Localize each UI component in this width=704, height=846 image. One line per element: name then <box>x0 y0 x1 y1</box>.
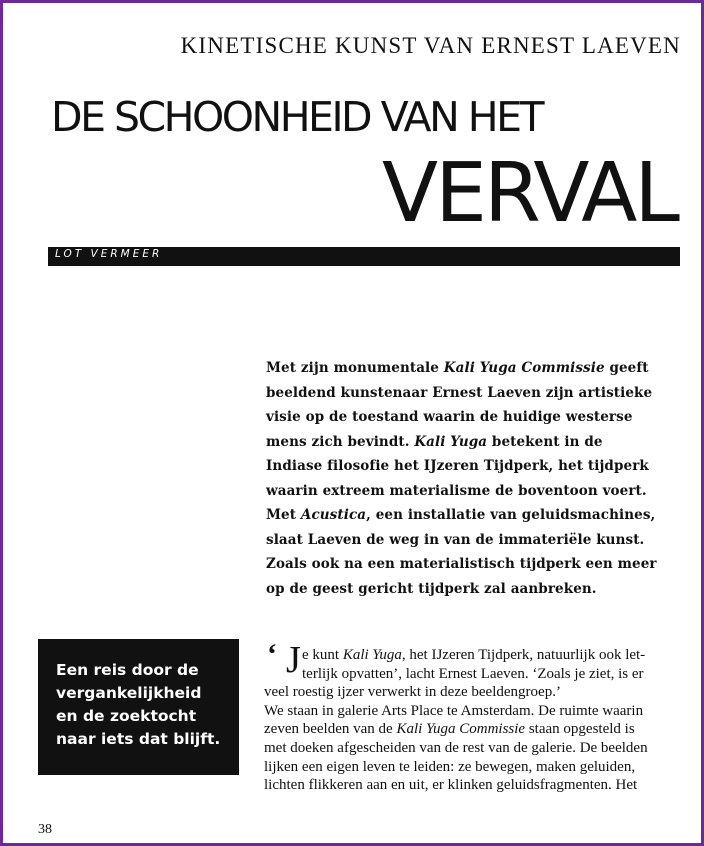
lede-line <box>266 430 686 455</box>
page-number: 38 <box>38 822 52 837</box>
text-run: lijken een eigen leven te leiden: ze bewegen, maken geluiden, <box>264 758 636 775</box>
lede-line <box>266 577 686 602</box>
text-run: Met <box>266 507 301 523</box>
italic-title: Kali Yuga <box>414 433 488 450</box>
text-run: , een installatie van geluidsmachines, <box>366 507 656 523</box>
body-line <box>264 758 687 777</box>
italic-title: Acustica <box>300 507 367 523</box>
drop-cap: J <box>286 639 301 681</box>
text-run: terlijk opvatten’, lacht Ernest Laeven. ‘Zoals je ziet, is er <box>302 665 644 682</box>
body-line <box>264 683 687 702</box>
pull-quote-line: naar iets dat blijft. <box>56 730 221 748</box>
opening-quote-mark: ‘ <box>267 638 277 671</box>
body-line <box>264 739 687 758</box>
body-line <box>264 776 687 795</box>
author-bar <box>48 247 680 266</box>
lede-line <box>266 356 686 381</box>
text-run: staan opgesteld is <box>525 721 635 738</box>
lede-line <box>266 552 686 577</box>
text-run: Met zijn monumentale <box>266 360 444 376</box>
body-line <box>264 665 687 684</box>
body-line <box>264 720 687 739</box>
pull-quote-line: vergankelijkheid <box>56 684 202 702</box>
text-run: visie op de toestand waarin de huidige westerse <box>266 409 633 425</box>
text-run: , het IJzeren Tijdperk, natuurlijk ook let- <box>401 647 646 663</box>
lede-line <box>266 503 686 528</box>
article-kicker: KINETISCHE KUNST VAN ERNEST LAEVEN <box>180 33 681 58</box>
text-run: Zoals ook na een materialistisch tijdperk een meer <box>266 556 657 572</box>
lede-line <box>266 528 686 553</box>
title-line-1: DE SCHOONHEID VAN HET <box>51 93 543 141</box>
text-run: betekent in de <box>487 433 603 450</box>
text-run: met doeken afgescheiden van de rest van de galerie. De beelden <box>264 739 648 756</box>
text-run: zeven beelden van de <box>264 721 397 738</box>
lede-line <box>266 381 686 406</box>
author-name: LOT VERMEER <box>55 248 163 260</box>
body-text <box>264 639 687 795</box>
body-line <box>264 646 687 665</box>
italic-title: Kali Yuga <box>342 647 402 663</box>
text-run: op de geest gericht tijdperk zal aanbreken. <box>266 580 597 597</box>
text-run: geeft <box>604 360 649 376</box>
text-run: waarin extreem materialisme de boventoon voert. <box>266 482 647 499</box>
lede-line <box>266 405 686 430</box>
text-run: e kunt <box>302 647 343 663</box>
text-run: slaat Laeven de weg in van de immateriële kunst. <box>266 531 645 548</box>
text-run: veel roestig ijzer verwerkt in deze beeldengroep.’ <box>264 684 561 701</box>
lede-line <box>266 454 686 479</box>
lede-paragraph <box>266 356 686 601</box>
text-run: We staan in galerie Arts Place te Amsterdam. De ruimte waarin <box>264 702 644 719</box>
italic-title: Kali Yuga Commissie <box>396 721 526 738</box>
text-run: mens zich bevindt. <box>266 433 415 450</box>
pull-quote-line: Een reis door de <box>56 661 199 679</box>
italic-title: Kali Yuga Commissie <box>443 360 605 376</box>
pull-quote-box <box>38 639 239 775</box>
lede-line <box>266 479 686 504</box>
text-run: lichten flikkeren aan en uit, er klinken geluidsfragmenten. Het <box>264 777 638 794</box>
body-line <box>264 702 687 721</box>
text-run: Indiase filosofie het IJzeren Tijdperk, het tijdperk <box>266 458 649 474</box>
title-line-2: VERVAL <box>381 146 677 241</box>
text-run: beeldend kunstenaar Ernest Laeven zijn artistieke <box>266 384 653 401</box>
pull-quote-line: en de zoektocht <box>56 707 197 725</box>
